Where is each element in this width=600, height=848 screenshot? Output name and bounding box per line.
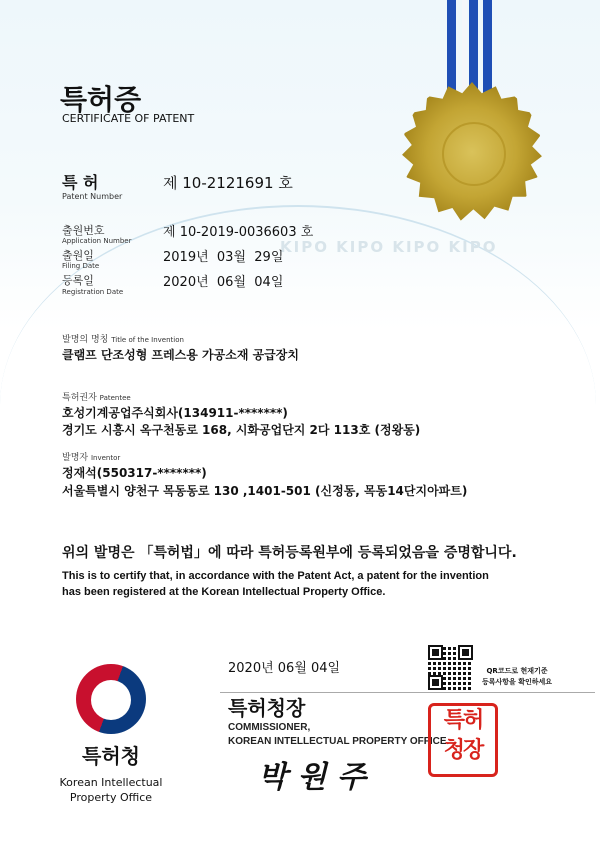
- commissioner-en2: KOREAN INTELLECTUAL PROPERTY OFFICE: [228, 736, 447, 747]
- official-red-seal: 특허 청장: [428, 703, 498, 777]
- filing-label: 출원일: [62, 249, 94, 262]
- patentee-label: 특허권자 Patentee: [62, 393, 131, 403]
- qr-caption: QR코드로 현재기준 등록사항을 확인하세요: [482, 667, 553, 686]
- inventor-name: 정재석(550317-*******): [62, 466, 207, 480]
- office-en: Korean Intellectual Property Office: [59, 776, 163, 804]
- commissioner-en1: COMMISSIONER,: [228, 722, 311, 733]
- office-ko: 특허청: [82, 744, 140, 768]
- qr-finder: [428, 645, 443, 660]
- kipo-logo-center: [91, 680, 131, 720]
- filing-date: 2019년 03월 29일: [163, 250, 284, 265]
- watermark: KIPO KIPO KIPO KIPO: [280, 238, 498, 256]
- gold-seal-center: [442, 122, 506, 186]
- qr-finder: [428, 675, 443, 690]
- patentee-name: 호성기계공업주식회사(134911-*******): [62, 406, 288, 420]
- filing-label-en: Filing Date: [62, 262, 100, 270]
- application-label: 출원번호: [62, 224, 105, 237]
- title-en: CERTIFICATE OF PATENT: [62, 112, 195, 125]
- patent-label-en: Patent Number: [62, 192, 123, 201]
- issue-date: 2020년 06월 04일: [228, 661, 341, 676]
- application-label-en: Application Number: [62, 237, 132, 245]
- inventor-label: 발명자 Inventor: [62, 453, 121, 463]
- registration-label: 등록일: [62, 274, 94, 287]
- registration-label-en: Registration Date: [62, 288, 124, 296]
- patentee-address: 경기도 시흥시 옥구천동로 168, 시화공업단지 2다 113호 (정왕동): [62, 423, 421, 437]
- statement-en-line2: has been registered at the Korean Intellectual Property Office.: [62, 586, 386, 598]
- patent-number: 제 10-2121691 호: [163, 174, 293, 192]
- title-ko: 특허증: [60, 83, 142, 116]
- commissioner-ko: 특허청장: [228, 696, 306, 720]
- qr-finder: [458, 645, 473, 660]
- signature: 박 원 주: [258, 760, 366, 795]
- invention-label: 발명의 명칭 Title of the Invention: [62, 335, 184, 345]
- statement-ko: 위의 발명은 「특허법」에 따라 특허등록원부에 등록되었음을 증명합니다.: [62, 545, 517, 561]
- invention-title: 클램프 단조성형 프레스용 가공소재 공급장치: [62, 348, 299, 362]
- patent-label: 특 허: [62, 173, 99, 192]
- registration-date: 2020년 06월 04일: [163, 275, 284, 290]
- statement-en-line1: This is to certify that, in accordance with the Patent Act, a patent for the invention: [62, 570, 489, 582]
- inventor-address: 서울특별시 양천구 목동동로 130 ,1401-501 (신정동, 목동14단지아파트): [62, 484, 468, 498]
- application-number: 제 10-2019-0036603 호: [163, 225, 314, 240]
